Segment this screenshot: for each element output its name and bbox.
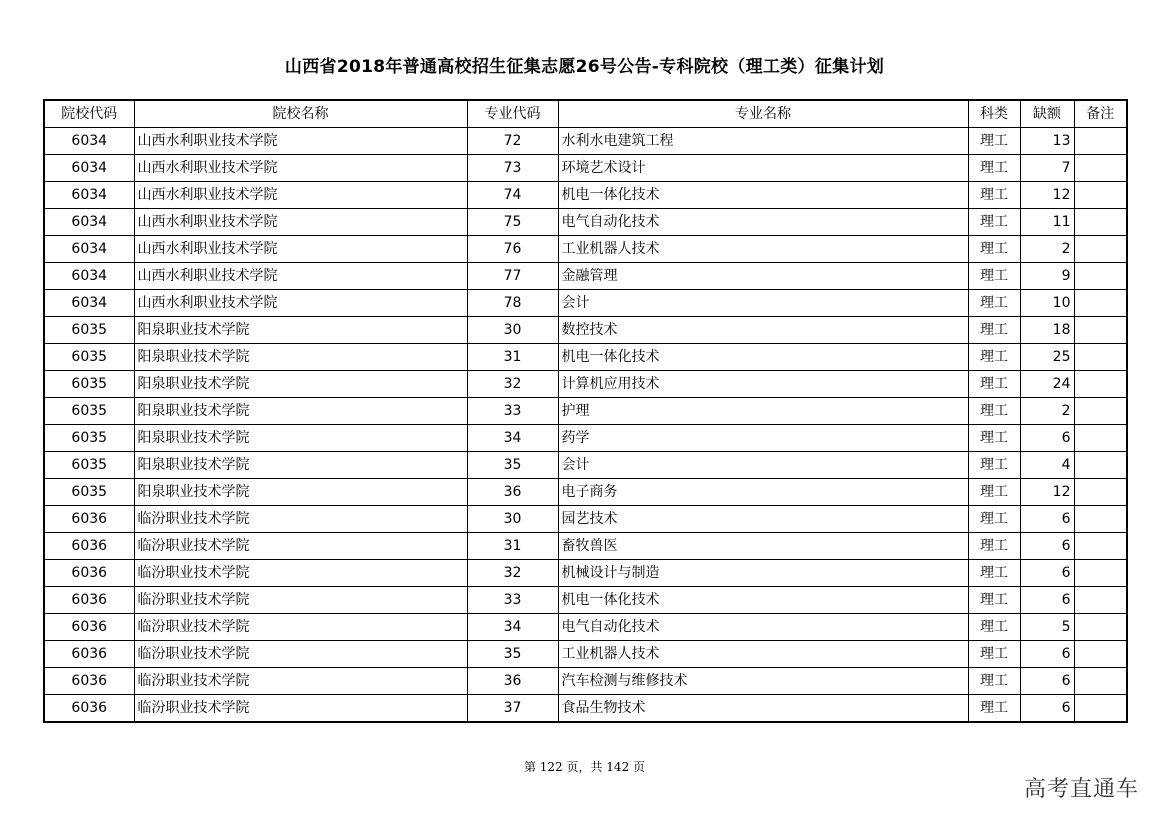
cell-vacancy: 5 xyxy=(1020,614,1074,641)
cell-major-code: 76 xyxy=(467,236,558,263)
enrollment-plan-table xyxy=(43,99,1128,723)
cell-major-code: 73 xyxy=(467,155,558,182)
table-row xyxy=(44,344,1127,371)
header-school-code: 院校代码 xyxy=(44,100,134,128)
cell-major-name: 电子商务 xyxy=(558,479,968,506)
cell-vacancy: 12 xyxy=(1020,182,1074,209)
cell-major-name: 机电一体化技术 xyxy=(558,344,968,371)
cell-school-name: 临汾职业技术学院 xyxy=(134,695,467,723)
cell-category: 理工 xyxy=(968,317,1020,344)
table-body xyxy=(44,128,1127,723)
cell-vacancy: 6 xyxy=(1020,560,1074,587)
cell-category: 理工 xyxy=(968,182,1020,209)
cell-category: 理工 xyxy=(968,290,1020,317)
cell-school-code: 6034 xyxy=(44,290,134,317)
cell-major-code: 30 xyxy=(467,506,558,533)
cell-category: 理工 xyxy=(968,236,1020,263)
table-row xyxy=(44,614,1127,641)
cell-vacancy: 13 xyxy=(1020,128,1074,155)
cell-category: 理工 xyxy=(968,155,1020,182)
table-row xyxy=(44,317,1127,344)
table-row xyxy=(44,506,1127,533)
cell-major-name: 环境艺术设计 xyxy=(558,155,968,182)
cell-vacancy: 12 xyxy=(1020,479,1074,506)
cell-remark xyxy=(1074,506,1127,533)
cell-remark xyxy=(1074,641,1127,668)
cell-major-code: 34 xyxy=(467,425,558,452)
cell-remark xyxy=(1074,263,1127,290)
cell-category: 理工 xyxy=(968,533,1020,560)
cell-school-code: 6035 xyxy=(44,425,134,452)
cell-vacancy: 7 xyxy=(1020,155,1074,182)
cell-school-name: 山西水利职业技术学院 xyxy=(134,236,467,263)
cell-vacancy: 2 xyxy=(1020,398,1074,425)
cell-school-name: 临汾职业技术学院 xyxy=(134,587,467,614)
cell-major-name: 会计 xyxy=(558,452,968,479)
cell-school-name: 山西水利职业技术学院 xyxy=(134,290,467,317)
header-vacancy: 缺额 xyxy=(1020,100,1074,128)
cell-school-code: 6036 xyxy=(44,614,134,641)
watermark: 高考直通车 xyxy=(1023,777,1139,802)
cell-school-name: 阳泉职业技术学院 xyxy=(134,317,467,344)
cell-school-name: 临汾职业技术学院 xyxy=(134,533,467,560)
cell-vacancy: 6 xyxy=(1020,533,1074,560)
cell-major-code: 37 xyxy=(467,695,558,723)
table-row xyxy=(44,587,1127,614)
cell-major-code: 72 xyxy=(467,128,558,155)
cell-school-name: 临汾职业技术学院 xyxy=(134,506,467,533)
cell-school-name: 临汾职业技术学院 xyxy=(134,560,467,587)
cell-vacancy: 6 xyxy=(1020,506,1074,533)
cell-school-name: 阳泉职业技术学院 xyxy=(134,452,467,479)
cell-major-code: 34 xyxy=(467,614,558,641)
cell-remark xyxy=(1074,695,1127,723)
cell-major-code: 35 xyxy=(467,452,558,479)
cell-category: 理工 xyxy=(968,695,1020,723)
cell-major-code: 36 xyxy=(467,479,558,506)
cell-major-name: 水利水电建筑工程 xyxy=(558,128,968,155)
cell-category: 理工 xyxy=(968,587,1020,614)
table-row xyxy=(44,398,1127,425)
cell-major-name: 机械设计与制造 xyxy=(558,560,968,587)
cell-major-name: 药学 xyxy=(558,425,968,452)
cell-remark xyxy=(1074,425,1127,452)
table-row xyxy=(44,155,1127,182)
cell-category: 理工 xyxy=(968,398,1020,425)
cell-school-code: 6036 xyxy=(44,587,134,614)
header-school-name: 院校名称 xyxy=(134,100,467,128)
table-row xyxy=(44,533,1127,560)
cell-school-code: 6034 xyxy=(44,236,134,263)
cell-school-code: 6035 xyxy=(44,344,134,371)
cell-category: 理工 xyxy=(968,371,1020,398)
table-row xyxy=(44,371,1127,398)
cell-vacancy: 4 xyxy=(1020,452,1074,479)
table-row xyxy=(44,695,1127,723)
cell-school-code: 6036 xyxy=(44,560,134,587)
cell-remark xyxy=(1074,155,1127,182)
cell-school-name: 临汾职业技术学院 xyxy=(134,668,467,695)
cell-vacancy: 6 xyxy=(1020,587,1074,614)
cell-category: 理工 xyxy=(968,128,1020,155)
cell-vacancy: 6 xyxy=(1020,425,1074,452)
cell-major-code: 30 xyxy=(467,317,558,344)
cell-major-name: 数控技术 xyxy=(558,317,968,344)
cell-major-code: 33 xyxy=(467,587,558,614)
cell-school-name: 阳泉职业技术学院 xyxy=(134,371,467,398)
cell-major-code: 75 xyxy=(467,209,558,236)
cell-school-code: 6034 xyxy=(44,155,134,182)
cell-school-name: 阳泉职业技术学院 xyxy=(134,479,467,506)
cell-school-code: 6036 xyxy=(44,695,134,723)
cell-school-name: 山西水利职业技术学院 xyxy=(134,263,467,290)
cell-major-code: 36 xyxy=(467,668,558,695)
cell-major-name: 机电一体化技术 xyxy=(558,587,968,614)
cell-school-code: 6036 xyxy=(44,641,134,668)
table-row xyxy=(44,668,1127,695)
cell-school-code: 6036 xyxy=(44,533,134,560)
table-row xyxy=(44,209,1127,236)
cell-major-name: 畜牧兽医 xyxy=(558,533,968,560)
cell-remark xyxy=(1074,317,1127,344)
cell-school-name: 临汾职业技术学院 xyxy=(134,641,467,668)
cell-school-name: 山西水利职业技术学院 xyxy=(134,128,467,155)
cell-school-name: 山西水利职业技术学院 xyxy=(134,182,467,209)
header-major-code: 专业代码 xyxy=(467,100,558,128)
cell-category: 理工 xyxy=(968,668,1020,695)
cell-school-code: 6035 xyxy=(44,317,134,344)
table-row xyxy=(44,236,1127,263)
cell-major-code: 35 xyxy=(467,641,558,668)
cell-remark xyxy=(1074,398,1127,425)
page-title: 山西省2018年普通高校招生征集志愿26号公告-专科院校（理工类）征集计划 xyxy=(284,57,885,77)
cell-vacancy: 6 xyxy=(1020,668,1074,695)
cell-vacancy: 6 xyxy=(1020,641,1074,668)
cell-school-name: 阳泉职业技术学院 xyxy=(134,344,467,371)
table-row xyxy=(44,182,1127,209)
cell-major-name: 汽车检测与维修技术 xyxy=(558,668,968,695)
cell-school-code: 6035 xyxy=(44,452,134,479)
cell-major-code: 32 xyxy=(467,560,558,587)
cell-remark xyxy=(1074,533,1127,560)
cell-school-code: 6035 xyxy=(44,398,134,425)
cell-category: 理工 xyxy=(968,641,1020,668)
cell-vacancy: 11 xyxy=(1020,209,1074,236)
cell-major-name: 计算机应用技术 xyxy=(558,371,968,398)
cell-remark xyxy=(1074,371,1127,398)
cell-vacancy: 18 xyxy=(1020,317,1074,344)
cell-school-name: 临汾职业技术学院 xyxy=(134,614,467,641)
table-row xyxy=(44,479,1127,506)
cell-school-name: 山西水利职业技术学院 xyxy=(134,209,467,236)
cell-major-name: 工业机器人技术 xyxy=(558,641,968,668)
cell-major-code: 33 xyxy=(467,398,558,425)
table-row xyxy=(44,560,1127,587)
cell-school-code: 6034 xyxy=(44,182,134,209)
cell-school-code: 6035 xyxy=(44,479,134,506)
cell-remark xyxy=(1074,128,1127,155)
table-row xyxy=(44,452,1127,479)
cell-major-code: 31 xyxy=(467,344,558,371)
cell-school-code: 6034 xyxy=(44,128,134,155)
cell-remark xyxy=(1074,344,1127,371)
cell-school-code: 6034 xyxy=(44,263,134,290)
cell-school-name: 山西水利职业技术学院 xyxy=(134,155,467,182)
cell-major-code: 31 xyxy=(467,533,558,560)
cell-category: 理工 xyxy=(968,452,1020,479)
cell-remark xyxy=(1074,560,1127,587)
cell-remark xyxy=(1074,614,1127,641)
cell-major-name: 电气自动化技术 xyxy=(558,614,968,641)
table-row xyxy=(44,290,1127,317)
cell-school-code: 6036 xyxy=(44,668,134,695)
cell-school-code: 6035 xyxy=(44,371,134,398)
cell-major-name: 机电一体化技术 xyxy=(558,182,968,209)
cell-category: 理工 xyxy=(968,425,1020,452)
cell-category: 理工 xyxy=(968,344,1020,371)
cell-major-code: 77 xyxy=(467,263,558,290)
cell-remark xyxy=(1074,182,1127,209)
header-category: 科类 xyxy=(968,100,1020,128)
cell-category: 理工 xyxy=(968,479,1020,506)
cell-vacancy: 25 xyxy=(1020,344,1074,371)
cell-major-name: 电气自动化技术 xyxy=(558,209,968,236)
cell-major-code: 78 xyxy=(467,290,558,317)
cell-category: 理工 xyxy=(968,506,1020,533)
cell-school-code: 6034 xyxy=(44,209,134,236)
cell-category: 理工 xyxy=(968,614,1020,641)
header-remark: 备注 xyxy=(1074,100,1127,128)
table-header-row xyxy=(44,100,1127,128)
cell-major-name: 护理 xyxy=(558,398,968,425)
cell-vacancy: 9 xyxy=(1020,263,1074,290)
cell-major-code: 74 xyxy=(467,182,558,209)
page-footer: 第 122 页，共 142 页 xyxy=(523,760,646,774)
cell-major-name: 食品生物技术 xyxy=(558,695,968,723)
cell-category: 理工 xyxy=(968,263,1020,290)
cell-school-name: 阳泉职业技术学院 xyxy=(134,398,467,425)
cell-major-name: 工业机器人技术 xyxy=(558,236,968,263)
cell-remark xyxy=(1074,452,1127,479)
table-row xyxy=(44,641,1127,668)
cell-remark xyxy=(1074,587,1127,614)
cell-major-name: 金融管理 xyxy=(558,263,968,290)
cell-vacancy: 24 xyxy=(1020,371,1074,398)
cell-major-code: 32 xyxy=(467,371,558,398)
cell-remark xyxy=(1074,668,1127,695)
cell-school-code: 6036 xyxy=(44,506,134,533)
table-row xyxy=(44,128,1127,155)
cell-category: 理工 xyxy=(968,209,1020,236)
cell-remark xyxy=(1074,209,1127,236)
cell-school-name: 阳泉职业技术学院 xyxy=(134,425,467,452)
cell-vacancy: 2 xyxy=(1020,236,1074,263)
table-row xyxy=(44,263,1127,290)
header-major-name: 专业名称 xyxy=(558,100,968,128)
cell-major-name: 园艺技术 xyxy=(558,506,968,533)
cell-major-name: 会计 xyxy=(558,290,968,317)
cell-remark xyxy=(1074,290,1127,317)
cell-remark xyxy=(1074,236,1127,263)
cell-remark xyxy=(1074,479,1127,506)
cell-vacancy: 6 xyxy=(1020,695,1074,723)
table-row xyxy=(44,425,1127,452)
cell-category: 理工 xyxy=(968,560,1020,587)
cell-vacancy: 10 xyxy=(1020,290,1074,317)
